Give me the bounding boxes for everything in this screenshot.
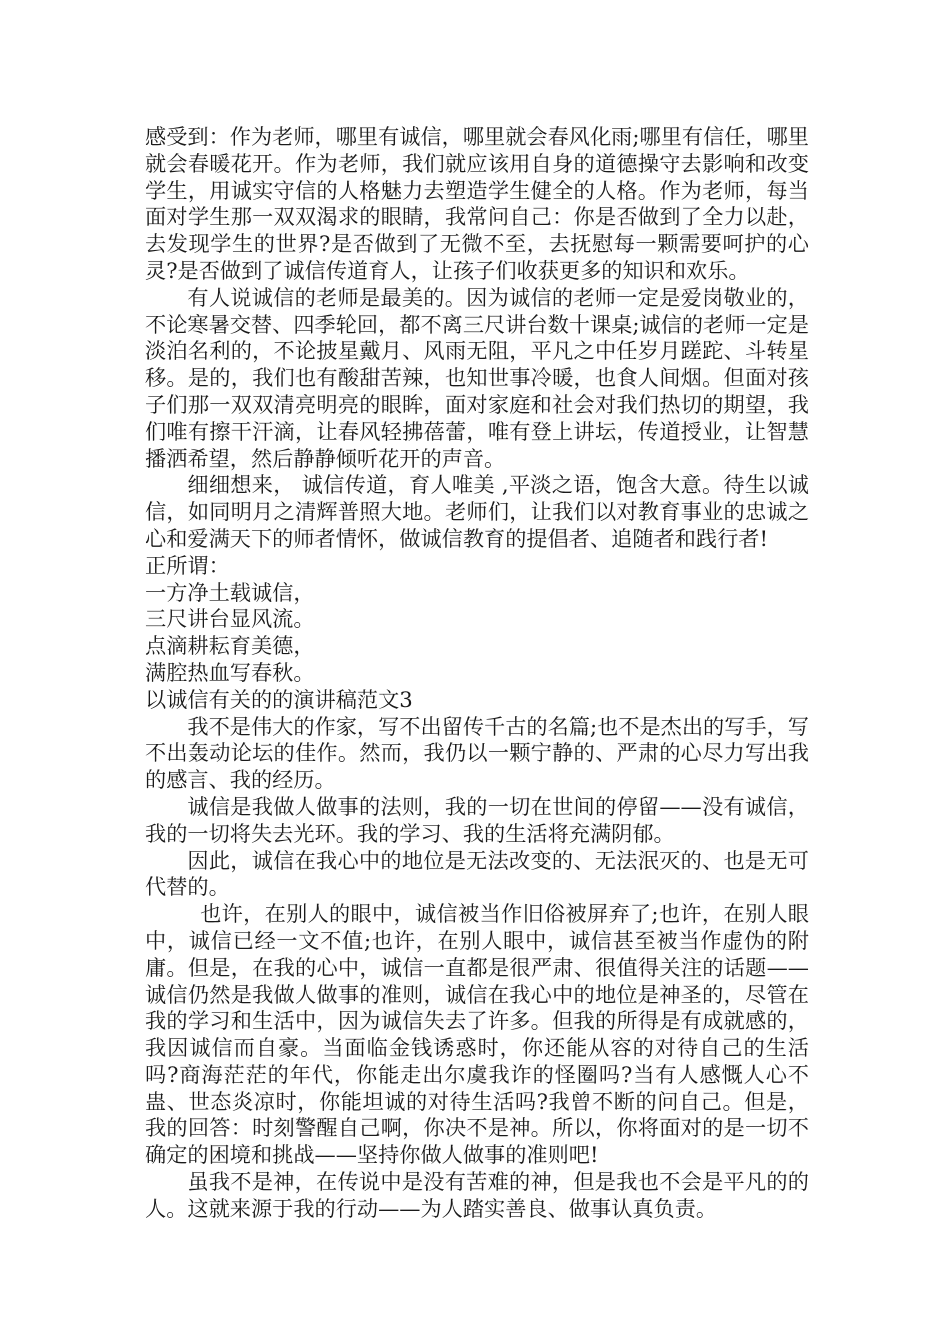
verse-line-4: 满腔热血写春秋。: [145, 659, 315, 685]
paragraph-integrity-rule: 诚信是我做人做事的法则，我的一切在世间的停留——没有诚信，我的一切将失去光环。我的学习、我的生活将充满阴郁。: [145, 793, 809, 846]
paragraph-reflection: 细细想来， 诚信传道，育人唯美 ,平淡之语，饱含大意。待生以诚信，如同明月之清辉普照大地。老师们，让我们以对教育事业的忠诚之心和爱满天下的师者情怀，做诚信教育的提倡者、追随者和践行者!: [145, 472, 809, 551]
paragraph-honest-teacher-beautiful: 有人说诚信的老师是最美的。因为诚信的老师一定是爱岗敬业的，不论寒暑交替、四季轮回，都不离三尺讲台数十课桌;诚信的老师一定是淡泊名利的，不论披星戴月、风雨无阻，平凡之中任岁月蹉跎、斗转星移。是的，我们也有酸甜苦辣，也知世事冷暖，也食人间烟。但面对孩子们那一双双清亮明亮的眼眸，面对家庭和社会对我们热切的期望，我们唯有擦干汗滴，让春风轻拂蓓蕾，唯有登上讲坛，传道授业，让智慧播洒希望，然后静静倾听花开的声音。: [145, 284, 809, 471]
section-heading: 以诚信有关的的演讲稿范文3: [145, 686, 413, 712]
paragraph-teacher-integrity: 感受到：作为老师，哪里有诚信，哪里就会春风化雨;哪里有信任，哪里就会春暖花开。作为老师，我们就应该用自身的道德操守去影响和改变学生，用诚实守信的人格魅力去塑造学生健全的人格。作为老师，每当面对学生那一双双渴求的眼睛，我常问自己：你是否做到了全力以赴，去发现学生的世界?是否做到了无微不至，去抚慰每一颗需要呵护的心灵?是否做到了诚信传道育人，让孩子们收获更多的知识和欢乐。: [145, 124, 809, 283]
document-body: [145, 124, 809, 1223]
verse-line-3: 点滴耕耘育美德，: [145, 633, 315, 659]
verse-line-2: 三尺讲台显风流。: [145, 606, 315, 632]
paragraph-therefore: 因此，诚信在我心中的地位是无法改变的、无法泯灭的、也是无可代替的。: [145, 847, 809, 900]
verse-line-1: 一方净土载诚信，: [145, 579, 315, 605]
paragraph-not-great-writer: 我不是伟大的作家，写不出留传千古的名篇;也不是杰出的写手，写不出轰动论坛的佳作。然而，我仍以一颗宁静的、严肃的心尽力写出我的感言、我的经历。: [145, 713, 809, 793]
paragraph-perhaps: 也许，在别人的眼中，诚信被当作旧俗被屏弃了;也许，在别人眼中，诚信已经一文不值;也许，在别人眼中，诚信甚至被当作虚伪的附庸。但是，在我的心中，诚信一直都是很严肃、很值得关注的话题——诚信仍然是我做人做事的准则，诚信在我心中的地位是神圣的，尽管在我的学习和生活中，因为诚信失去了许多。但我的所得是有成就感的，我因诚信而自豪。当面临金钱诱惑时，你还能从容的对待自己的生活吗?商海茫茫的年代，你能走出尔虞我诈的怪圈吗?当有人感慨人心不蛊、世态炎凉时，你能坦诚的对待生活吗?我曾不断的问自己。但是，我的回答：时刻警醒自己啊，你决不是神。所以，你将面对的是一切不确定的困境和挑战——坚持你做人做事的准则吧!: [145, 901, 809, 1168]
verse-intro: 正所谓：: [145, 552, 230, 578]
paragraph-not-a-god: 虽我不是神，在传说中是没有苦难的神，但是我也不会是平凡的的人。这就来源于我的行动——为人踏实善良、做事认真负责。: [145, 1169, 809, 1221]
